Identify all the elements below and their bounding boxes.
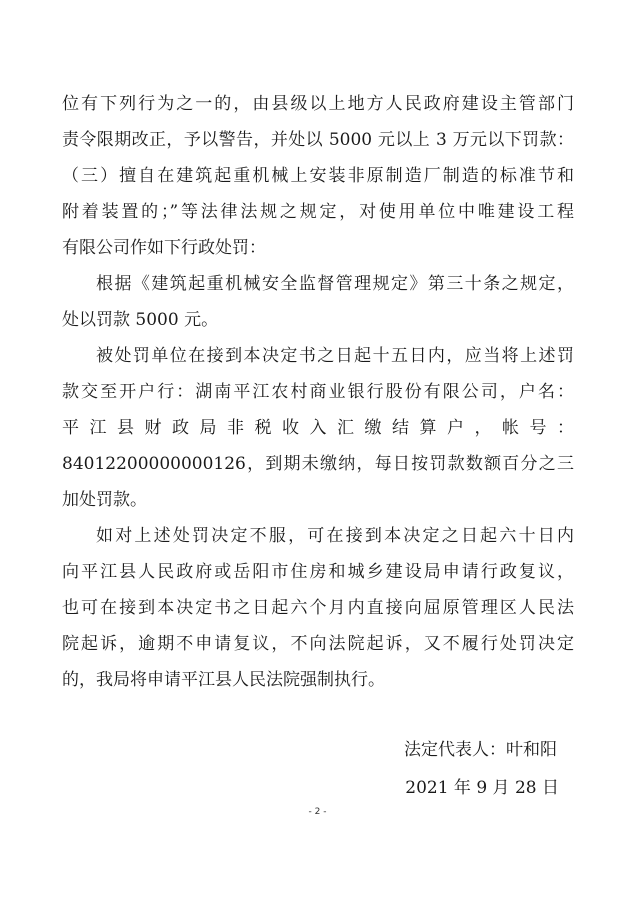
paragraph-3-line-3: 平江县财政局非税收入汇缴结算户，帐号： bbox=[62, 418, 574, 438]
page-number: - 2 - bbox=[308, 807, 327, 817]
paragraph-3-line-1: 被处罚单位在接到本决定书之日起十五日内，应当将上述罚 bbox=[96, 346, 574, 366]
paragraph-1-line-2: 责令限期改正，予以警告，并处以 5000 元以上 3 万元以下罚款： bbox=[62, 130, 574, 150]
paragraph-4-line-5: 的，我局将申请平江县人民法院强制执行。 bbox=[62, 670, 385, 690]
paragraph-1-line-4: 附着装置的；”等法律法规之规定，对使用单位中唯建设工程 bbox=[62, 202, 574, 222]
paragraph-3-line-2: 款交至开户行：湖南平江农村商业银行股份有限公司，户名： bbox=[62, 382, 574, 402]
paragraph-1-line-5: 有限公司作如下行政处罚： bbox=[62, 238, 266, 258]
paragraph-4-line-3: 也可在接到本决定书之日起六个月内直接向屈原管理区人民法 bbox=[62, 598, 574, 618]
signature-date: 2021 年 9 月 28 日 bbox=[405, 778, 559, 798]
paragraph-2-line-1: 根据《建筑起重机械安全监督管理规定》第三十条之规定， bbox=[96, 274, 574, 294]
legal-representative: 法定代表人：叶和阳 bbox=[404, 740, 557, 760]
paragraph-3-line-4: 84012200000000126，到期未缴纳，每日按罚款数额百分之三 bbox=[62, 454, 574, 474]
paragraph-1-line-1: 位有下列行为之一的，由县级以上地方人民政府建设主管部门 bbox=[62, 94, 574, 114]
paragraph-4-line-2: 向平江县人民政府或岳阳市住房和城乡建设局申请行政复议， bbox=[62, 562, 574, 582]
paragraph-3-line-5: 加处罚款。 bbox=[62, 490, 147, 510]
paragraph-4-line-4: 院起诉，逾期不申请复议，不向法院起诉，又不履行处罚决定 bbox=[62, 634, 574, 654]
paragraph-2-line-2: 处以罚款 5000 元。 bbox=[62, 310, 219, 330]
paragraph-4-line-1: 如对上述处罚决定不服，可在接到本决定之日起六十日内 bbox=[96, 526, 574, 546]
paragraph-1-line-3: （三）擅自在建筑起重机械上安装非原制造厂制造的标准节和 bbox=[62, 166, 574, 186]
